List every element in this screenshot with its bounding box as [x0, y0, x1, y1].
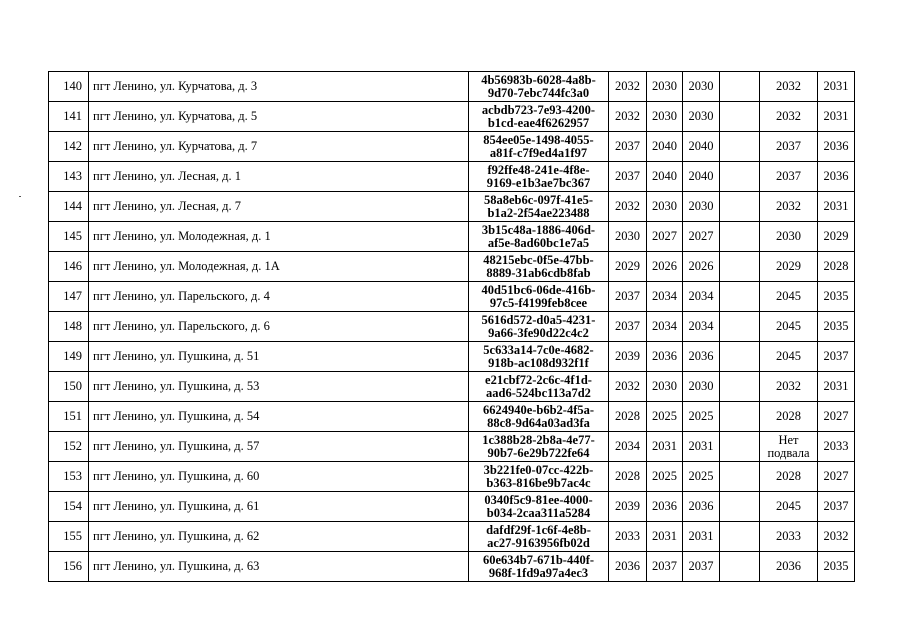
table-row	[49, 342, 855, 372]
address-cell: пгт Ленино, ул. Пушкина, д. 53	[89, 372, 469, 402]
year-cell-5: 2037	[760, 132, 818, 162]
guid-line-2: ac27-9163956fb02d	[487, 535, 590, 550]
year-cell-4	[720, 462, 760, 492]
guid-line-2: 8889-31ab6cdb8fab	[486, 265, 591, 280]
guid-line-1: 4b56983b-6028-4a8b-	[481, 72, 596, 87]
address-cell: пгт Ленино, ул. Пушкина, д. 51	[89, 342, 469, 372]
row-number: 148	[49, 312, 89, 342]
year-cell-2: 2025	[647, 402, 683, 432]
year-cell-3: 2025	[683, 402, 720, 432]
housing-registry-table	[48, 71, 855, 582]
year-cell-6: 2029	[818, 222, 855, 252]
row-number: 145	[49, 222, 89, 252]
year-cell-2: 2031	[647, 432, 683, 462]
guid-cell	[469, 402, 609, 432]
year-cell-6: 2037	[818, 492, 855, 522]
address-cell: пгт Ленино, ул. Пушкина, д. 57	[89, 432, 469, 462]
table-row	[49, 402, 855, 432]
row-number: 147	[49, 282, 89, 312]
year-cell-2: 2036	[647, 492, 683, 522]
address-cell: пгт Ленино, ул. Лесная, д. 1	[89, 162, 469, 192]
table-row	[49, 252, 855, 282]
year-cell-6: 2031	[818, 192, 855, 222]
year-cell-4	[720, 552, 760, 582]
year-cell-1: 2036	[609, 552, 647, 582]
row-number: 141	[49, 102, 89, 132]
year-cell-5: 2045	[760, 342, 818, 372]
address-cell: пгт Ленино, ул. Лесная, д. 7	[89, 192, 469, 222]
year-cell-4	[720, 162, 760, 192]
year-cell-6: 2027	[818, 402, 855, 432]
year-cell-5: 2032	[760, 372, 818, 402]
table-row	[49, 432, 855, 462]
year-cell-5: Нет подвала	[760, 432, 818, 462]
address-cell: пгт Ленино, ул. Парельского, д. 4	[89, 282, 469, 312]
year-cell-5: 2036	[760, 552, 818, 582]
row-number: 150	[49, 372, 89, 402]
guid-line-2: b1cd-eae4f6262957	[487, 115, 590, 130]
guid-cell	[469, 522, 609, 552]
table-row	[49, 522, 855, 552]
year-cell-5: 2032	[760, 72, 818, 102]
year-cell-6: 2031	[818, 372, 855, 402]
guid-line-2: 97c5-f4199feb8cee	[489, 295, 588, 310]
year-cell-6: 2033	[818, 432, 855, 462]
row-number: 156	[49, 552, 89, 582]
year-cell-1: 2032	[609, 372, 647, 402]
row-number: 149	[49, 342, 89, 372]
year-cell-2: 2027	[647, 222, 683, 252]
table-body	[49, 72, 855, 582]
year-cell-5: 2045	[760, 492, 818, 522]
year-cell-5: 2032	[760, 102, 818, 132]
year-cell-1: 2039	[609, 342, 647, 372]
year-cell-4	[720, 72, 760, 102]
guid-line-2: 9169-e1b3ae7bc367	[486, 175, 591, 190]
row-number: 151	[49, 402, 89, 432]
guid-line-1: 3b221fe0-07cc-422b-	[483, 462, 594, 477]
address-cell: пгт Ленино, ул. Пушкина, д. 54	[89, 402, 469, 432]
year-cell-4	[720, 102, 760, 132]
year-cell-4	[720, 492, 760, 522]
guid-line-1: 0340f5c9-81ee-4000-	[484, 492, 593, 507]
row-number: 153	[49, 462, 89, 492]
year-cell-1: 2032	[609, 192, 647, 222]
table-row	[49, 492, 855, 522]
row-number: 146	[49, 252, 89, 282]
year-cell-3: 2036	[683, 342, 720, 372]
guid-line-1: 3b15c48a-1886-406d-	[481, 222, 596, 237]
guid-cell	[469, 552, 609, 582]
row-number: 142	[49, 132, 89, 162]
table-row	[49, 192, 855, 222]
year-cell-2: 2040	[647, 132, 683, 162]
year-cell-5: 2029	[760, 252, 818, 282]
guid-cell	[469, 72, 609, 102]
year-cell-4	[720, 192, 760, 222]
guid-line-2: 88c8-9d64a03ad3fa	[487, 415, 590, 430]
guid-line-1: 5616d572-d0a5-4231-	[481, 312, 596, 327]
year-cell-1: 2037	[609, 282, 647, 312]
year-cell-2: 2030	[647, 372, 683, 402]
guid-line-1: 6624940e-b6b2-4f5a-	[482, 402, 595, 417]
guid-cell	[469, 342, 609, 372]
year-cell-2: 2030	[647, 72, 683, 102]
year-cell-4	[720, 522, 760, 552]
guid-line-2: 918b-ac108d932f1f	[488, 355, 589, 370]
guid-cell	[469, 102, 609, 132]
year-cell-5: 2033	[760, 522, 818, 552]
year-cell-2: 2034	[647, 282, 683, 312]
year-cell-5: 2030	[760, 222, 818, 252]
guid-line-2: a81f-c7f9ed4a1f97	[489, 145, 588, 160]
row-number: 143	[49, 162, 89, 192]
year-cell-2: 2030	[647, 102, 683, 132]
year-cell-5: 2032	[760, 192, 818, 222]
guid-line-1: 5c633a14-7c0e-4682-	[483, 342, 594, 357]
year-cell-3: 2036	[683, 492, 720, 522]
address-cell: пгт Ленино, ул. Пушкина, д. 62	[89, 522, 469, 552]
year-cell-4	[720, 312, 760, 342]
address-cell: пгт Ленино, ул. Молодежная, д. 1	[89, 222, 469, 252]
year-cell-5: 2045	[760, 282, 818, 312]
address-cell: пгт Ленино, ул. Курчатова, д. 5	[89, 102, 469, 132]
guid-cell	[469, 192, 609, 222]
year-cell-6: 2031	[818, 102, 855, 132]
year-cell-1: 2032	[609, 102, 647, 132]
year-cell-2: 2037	[647, 552, 683, 582]
year-cell-4	[720, 432, 760, 462]
year-cell-2: 2034	[647, 312, 683, 342]
table-row	[49, 552, 855, 582]
year-cell-1: 2033	[609, 522, 647, 552]
year-cell-6: 2036	[818, 132, 855, 162]
year-cell-2: 2036	[647, 342, 683, 372]
guid-line-2: af5e-8ad60bc1e7a5	[487, 235, 590, 250]
address-cell: пгт Ленино, ул. Пушкина, д. 61	[89, 492, 469, 522]
guid-line-1: 58a8eb6c-097f-41e5-	[484, 192, 593, 207]
year-cell-4	[720, 282, 760, 312]
guid-cell	[469, 252, 609, 282]
year-cell-5: 2045	[760, 312, 818, 342]
year-cell-3: 2025	[683, 462, 720, 492]
year-cell-6: 2035	[818, 312, 855, 342]
address-cell: пгт Ленино, ул. Курчатова, д. 3	[89, 72, 469, 102]
year-cell-2: 2030	[647, 192, 683, 222]
year-cell-1: 2039	[609, 492, 647, 522]
year-cell-1: 2032	[609, 72, 647, 102]
guid-cell	[469, 372, 609, 402]
table-row	[49, 132, 855, 162]
guid-cell	[469, 132, 609, 162]
year-cell-4	[720, 402, 760, 432]
address-cell: пгт Ленино, ул. Пушкина, д. 63	[89, 552, 469, 582]
guid-line-2: b1a2-2f54ae223488	[487, 205, 590, 220]
table-row	[49, 282, 855, 312]
guid-line-1: 1c388b28-2b8a-4e77-	[482, 432, 595, 447]
year-cell-4	[720, 342, 760, 372]
guid-cell	[469, 312, 609, 342]
guid-line-1: 854ee05e-1498-4055-	[483, 132, 594, 147]
year-cell-5: 2028	[760, 462, 818, 492]
year-cell-2: 2031	[647, 522, 683, 552]
scan-speck	[19, 196, 21, 197]
address-cell: пгт Ленино, ул. Молодежная, д. 1А	[89, 252, 469, 282]
address-cell: пгт Ленино, ул. Парельского, д. 6	[89, 312, 469, 342]
year-cell-6: 2035	[818, 552, 855, 582]
year-cell-6: 2037	[818, 342, 855, 372]
year-cell-4	[720, 132, 760, 162]
year-cell-4	[720, 372, 760, 402]
year-cell-3: 2026	[683, 252, 720, 282]
table-row	[49, 102, 855, 132]
guid-line-2: 9d70-7ebc744fc3a0	[487, 85, 590, 100]
year-cell-1: 2037	[609, 162, 647, 192]
guid-cell	[469, 222, 609, 252]
year-cell-3: 2030	[683, 102, 720, 132]
row-number: 140	[49, 72, 89, 102]
year-cell-5: 2037	[760, 162, 818, 192]
year-cell-3: 2030	[683, 372, 720, 402]
year-cell-5: 2028	[760, 402, 818, 432]
year-cell-1: 2028	[609, 462, 647, 492]
guid-line-1: acbdb723-7e93-4200-	[481, 102, 596, 117]
guid-line-1: 40d51bc6-06de-416b-	[481, 282, 596, 297]
table-row	[49, 372, 855, 402]
year-cell-6: 2028	[818, 252, 855, 282]
guid-line-2: aad6-524bc113a7d2	[486, 385, 591, 400]
year-cell-6: 2027	[818, 462, 855, 492]
row-number: 154	[49, 492, 89, 522]
address-cell: пгт Ленино, ул. Пушкина, д. 60	[89, 462, 469, 492]
year-cell-3: 2037	[683, 552, 720, 582]
guid-line-2: 9a66-3fe90d22c4c2	[488, 325, 589, 340]
year-cell-1: 2028	[609, 402, 647, 432]
year-cell-3: 2040	[683, 162, 720, 192]
year-cell-3: 2027	[683, 222, 720, 252]
guid-cell	[469, 162, 609, 192]
row-number: 144	[49, 192, 89, 222]
guid-cell	[469, 492, 609, 522]
guid-line-1: 48215ebc-0f5e-47bb-	[483, 252, 594, 267]
guid-line-1: dafdf29f-1c6f-4e8b-	[486, 522, 591, 537]
guid-line-1: f92ffe48-241e-4f8e-	[487, 162, 590, 177]
year-cell-3: 2040	[683, 132, 720, 162]
guid-line-2: b034-2caa311a5284	[486, 505, 591, 520]
year-cell-1: 2037	[609, 132, 647, 162]
year-cell-3: 2030	[683, 192, 720, 222]
guid-line-2: 90b7-6e29b722fe64	[487, 445, 590, 460]
year-cell-4	[720, 222, 760, 252]
year-cell-3: 2031	[683, 432, 720, 462]
year-cell-2: 2026	[647, 252, 683, 282]
year-cell-6: 2036	[818, 162, 855, 192]
year-cell-6: 2035	[818, 282, 855, 312]
year-cell-1: 2037	[609, 312, 647, 342]
year-cell-2: 2025	[647, 462, 683, 492]
guid-cell	[469, 462, 609, 492]
year-cell-1: 2029	[609, 252, 647, 282]
year-cell-3: 2030	[683, 72, 720, 102]
year-cell-3: 2034	[683, 312, 720, 342]
year-cell-1: 2030	[609, 222, 647, 252]
table-row	[49, 162, 855, 192]
guid-line-1: 60e634b7-671b-440f-	[482, 552, 595, 567]
table-row	[49, 312, 855, 342]
row-number: 152	[49, 432, 89, 462]
year-cell-6: 2031	[818, 72, 855, 102]
year-cell-2: 2040	[647, 162, 683, 192]
year-cell-3: 2031	[683, 522, 720, 552]
address-cell: пгт Ленино, ул. Курчатова, д. 7	[89, 132, 469, 162]
guid-cell	[469, 282, 609, 312]
table-row	[49, 462, 855, 492]
year-cell-4	[720, 252, 760, 282]
guid-line-1: e21cbf72-2c6c-4f1d-	[485, 372, 592, 387]
guid-cell	[469, 432, 609, 462]
year-cell-6: 2032	[818, 522, 855, 552]
table-row	[49, 222, 855, 252]
year-cell-3: 2034	[683, 282, 720, 312]
year-cell-1: 2034	[609, 432, 647, 462]
table-row	[49, 72, 855, 102]
guid-line-2: 968f-1fd9a97a4ec3	[488, 565, 589, 580]
guid-line-2: b363-816be9b7ac4c	[486, 475, 591, 490]
row-number: 155	[49, 522, 89, 552]
